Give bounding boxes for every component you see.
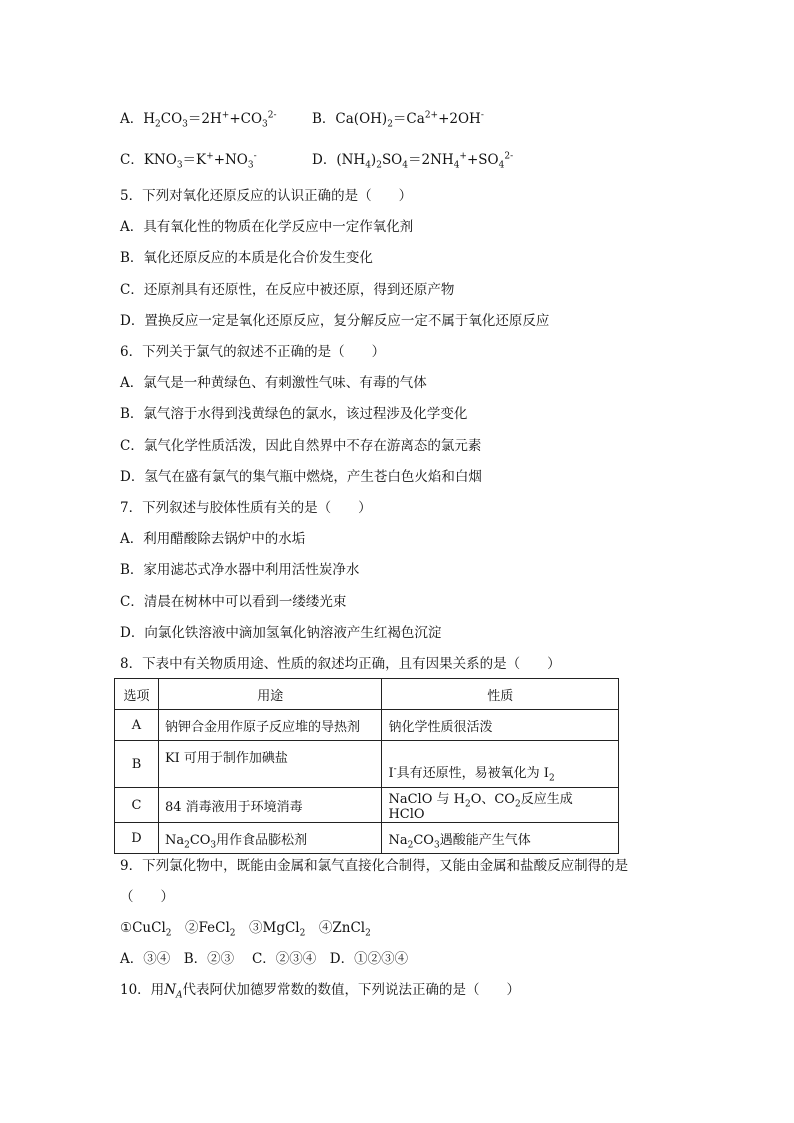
table-row (115, 788, 619, 823)
q5-option-c: C．还原剂具有还原性，在反应中被还原，得到还原产物 (120, 282, 455, 298)
q5-stem: 5．下列对氧化还原反应的认识正确的是（ ） (120, 188, 413, 204)
table-row (115, 741, 619, 788)
q9-compounds: ①CuCl$_2$ ②FeCl$_2$ ③MgCl$_2$ ④ZnCl$_2$ (120, 920, 371, 939)
q4-option-c: C．$KNO_3=K^++NO_3^-$ (120, 151, 257, 171)
header-use: 用途 (158, 679, 382, 710)
q4-option-a: A．$H_2CO_3=2H^++CO_3^{2-}$ (120, 110, 277, 130)
row-use: KI 可用于制作加碘盐 (158, 741, 382, 788)
row-use: $Na_2CO_3$用作食品膨松剂 (158, 823, 382, 854)
q9-choices: A．③④ B．②③ C．②③④ D．①②③④ (120, 951, 409, 967)
q10-stem: 10．用$N_A$代表阿伏加德罗常数的数值，下列说法正确的是（ ） (120, 982, 520, 1001)
q9-paren: （ ） (120, 889, 174, 905)
header-property: 性质 (382, 679, 619, 710)
row-property: 钠化学性质很活泼 (382, 710, 619, 741)
row-option: C (115, 788, 159, 823)
q5-option-b: B．氧化还原反应的本质是化合价发生变化 (120, 250, 373, 266)
table-header-row (115, 679, 619, 710)
q4-option-d: D．$(NH_4)_2SO_4=2NH_4^++SO_4^{2-}$ (312, 151, 514, 171)
q6-option-d: D．氢气在盛有氯气的集气瓶中燃烧，产生苍白色火焰和白烟 (120, 469, 482, 485)
row-property: NaClO 与 $H_2O$、$CO_2$反应生成 HClO (382, 788, 619, 823)
row-use: 84 消毒液用于环境消毒 (158, 788, 382, 823)
row-property: I-具有还原性，易被氧化为 $I_2$ (382, 741, 619, 788)
row-property: $Na_2CO_3$遇酸能产生气体 (382, 823, 619, 854)
q6-option-a: A．氯气是一种黄绿色、有刺激性气味、有毒的气体 (120, 375, 427, 391)
q7-stem: 7．下列叙述与胶体性质有关的是（ ） (120, 500, 372, 516)
q7-option-a: A．利用醋酸除去锅炉中的水垢 (120, 531, 306, 547)
row-option: D (115, 823, 159, 854)
q5-option-a: A．具有氧化性的物质在化学反应中一定作氧化剂 (120, 219, 414, 235)
q6-option-c: C．氯气化学性质活泼，因此自然界中不存在游离态的氯元素 (120, 438, 482, 454)
q6-option-b: B．氯气溶于水得到浅黄绿色的氯水，该过程涉及化学变化 (120, 406, 468, 422)
row-option: B (115, 741, 159, 788)
q7-option-d: D．向氯化铁溶液中滴加氢氧化钠溶液产生红褐色沉淀 (120, 625, 442, 641)
q5-option-d: D．置换反应一定是氧化还原反应，复分解反应一定不属于氧化还原反应 (120, 313, 550, 329)
table-row (115, 823, 619, 854)
q7-option-b: B．家用滤芯式净水器中利用活性炭净水 (120, 562, 360, 578)
q6-stem: 6．下列关于氯气的叙述不正确的是（ ） (120, 344, 386, 360)
q4-option-b: B．$Ca(OH)_2=Ca^{2+}+2OH^-$ (312, 110, 484, 130)
q8-table (114, 678, 619, 854)
header-option: 选项 (115, 679, 159, 710)
table-row (115, 710, 619, 741)
row-option: A (115, 710, 159, 741)
q8-stem: 8．下表中有关物质用途、性质的叙述均正确，且有因果关系的是（ ） (120, 656, 561, 672)
q9-stem: 9．下列氯化物中，既能由金属和氯气直接化合制得，又能由金属和盐酸反应制得的是 (120, 858, 629, 874)
row-use: 钠钾合金用作原子反应堆的导热剂 (158, 710, 382, 741)
q7-option-c: C．清晨在树林中可以看到一缕缕光束 (120, 594, 347, 610)
